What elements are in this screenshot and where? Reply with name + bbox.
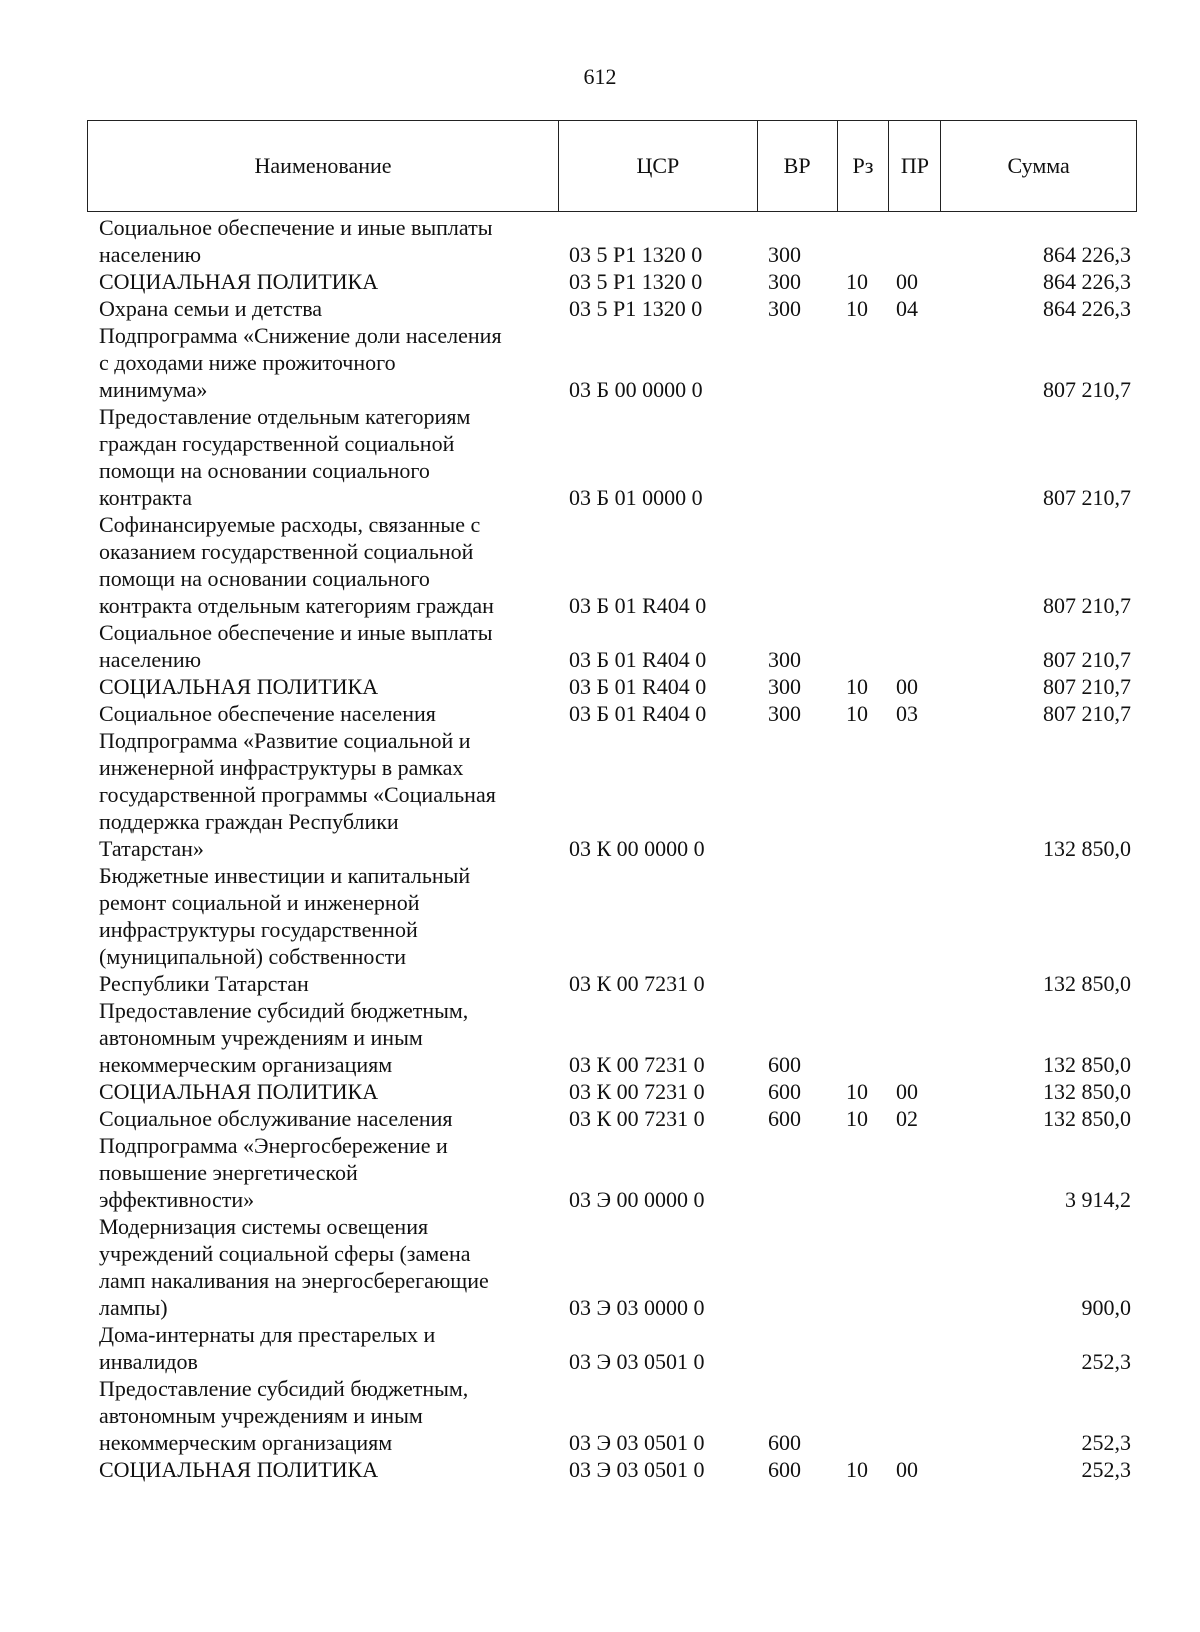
row-vr: 600 <box>768 1457 801 1482</box>
row-name-line: СОЦИАЛЬНАЯ ПОЛИТИКА <box>99 1079 379 1104</box>
table-row <box>87 673 1137 700</box>
row-csr: 03 5 P1 1320 0 <box>569 296 703 321</box>
row-csr: 03 Б 01 R404 0 <box>569 674 707 699</box>
row-name-line: Предоставление субсидий бюджетным, <box>99 998 469 1023</box>
row-sum: 132 850,0 <box>1043 1052 1131 1077</box>
row-name-line: СОЦИАЛЬНАЯ ПОЛИТИКА <box>99 1457 379 1482</box>
row-name-line: населению <box>99 242 202 267</box>
row-name-line: Подпрограмма «Развитие социальной и <box>99 728 471 753</box>
row-name-line: Предоставление субсидий бюджетным, <box>99 1376 469 1401</box>
row-name-line: Бюджетные инвестиции и капитальный <box>99 863 471 888</box>
row-name-line: Дома-интернаты для престарелых и <box>99 1322 436 1347</box>
table-row <box>87 1321 1137 1375</box>
row-pr: 00 <box>896 1079 918 1104</box>
row-vr: 300 <box>768 674 801 699</box>
row-sum: 807 210,7 <box>1043 701 1131 726</box>
table-row <box>87 511 1137 619</box>
row-name <box>87 862 551 997</box>
row-name <box>87 1213 551 1321</box>
row-name <box>87 619 551 673</box>
row-csr: 03 5 P1 1320 0 <box>569 269 703 294</box>
table-row <box>87 1213 1137 1321</box>
row-name <box>87 214 551 268</box>
row-csr: 03 К 00 7231 0 <box>569 1079 705 1104</box>
row-vr: 300 <box>768 296 801 321</box>
row-rz: 10 <box>846 1457 868 1482</box>
row-name-line: эффективности» <box>99 1187 255 1212</box>
row-pr: 00 <box>896 269 918 294</box>
row-csr: 03 Э 03 0501 0 <box>569 1349 705 1374</box>
table-body <box>87 214 1137 1483</box>
row-vr: 300 <box>768 269 801 294</box>
table-row <box>87 295 1137 322</box>
row-name-line: некоммерческим организациям <box>99 1430 393 1455</box>
row-vr: 600 <box>768 1106 801 1131</box>
header-vr: ВР <box>758 121 838 211</box>
row-vr: 300 <box>768 242 801 267</box>
row-csr: 03 Б 01 R404 0 <box>569 647 707 672</box>
row-sum: 864 226,3 <box>1043 296 1131 321</box>
row-csr: 03 К 00 0000 0 <box>569 836 705 861</box>
row-sum: 807 210,7 <box>1043 647 1131 672</box>
header-name: Наименование <box>88 121 559 211</box>
row-vr: 300 <box>768 701 801 726</box>
row-name-line: инвалидов <box>99 1349 198 1374</box>
row-name <box>87 1321 551 1375</box>
row-name <box>87 511 551 619</box>
row-name <box>87 1078 551 1105</box>
row-name-line: лампы) <box>99 1295 168 1320</box>
table-row <box>87 1105 1137 1132</box>
table-row <box>87 322 1137 403</box>
row-sum: 3 914,2 <box>1065 1187 1131 1212</box>
row-csr: 03 Б 01 R404 0 <box>569 593 707 618</box>
row-pr: 04 <box>896 296 918 321</box>
row-name <box>87 1456 551 1483</box>
row-rz: 10 <box>846 1106 868 1131</box>
row-pr: 00 <box>896 1457 918 1482</box>
row-sum: 252,3 <box>1081 1430 1131 1455</box>
row-name-line: Социальное обеспечение населения <box>99 701 436 726</box>
row-name-line: Социальное обеспечение и иные выплаты <box>99 620 493 645</box>
row-name-line: Социальное обслуживание населения <box>99 1106 453 1131</box>
row-sum: 132 850,0 <box>1043 1106 1131 1131</box>
table-row <box>87 727 1137 862</box>
row-name <box>87 1132 551 1213</box>
row-name-line: Модернизация системы освещения <box>99 1214 429 1239</box>
row-name-line: учреждений социальной сферы (замена <box>99 1241 471 1266</box>
row-name-line: помощи на основании социального <box>99 566 430 591</box>
page-number: 612 <box>583 64 617 89</box>
row-pr: 00 <box>896 674 918 699</box>
table-row <box>87 214 1137 268</box>
row-name <box>87 295 551 322</box>
row-csr: 03 Б 00 0000 0 <box>569 377 703 402</box>
row-name-line: Татарстан» <box>99 836 204 861</box>
row-rz: 10 <box>846 296 868 321</box>
row-name-line: с доходами ниже прожиточного <box>99 350 396 375</box>
row-name <box>87 1105 551 1132</box>
row-name-line: минимума» <box>99 377 208 402</box>
row-vr: 300 <box>768 647 801 672</box>
row-vr: 600 <box>768 1430 801 1455</box>
row-sum: 252,3 <box>1081 1349 1131 1374</box>
row-name-line: инженерной инфраструктуры в рамках <box>99 755 464 780</box>
row-rz: 10 <box>846 701 868 726</box>
row-name-line: повышение энергетической <box>99 1160 358 1185</box>
row-name-line: Подпрограмма «Энергосбережение и <box>99 1133 448 1158</box>
row-name-line: Предоставление отдельным категориям <box>99 404 471 429</box>
row-rz: 10 <box>846 674 868 699</box>
table-row <box>87 268 1137 295</box>
row-name-line: ремонт социальной и инженерной <box>99 890 420 915</box>
row-name-line: (муниципальной) собственности <box>99 944 407 969</box>
header-sum: Сумма <box>1007 153 1070 178</box>
row-csr: 03 5 P1 1320 0 <box>569 242 703 267</box>
row-name-line: инфраструктуры государственной <box>99 917 418 942</box>
row-pr: 02 <box>896 1106 918 1131</box>
row-name-line: автономным учреждениям и иным <box>99 1025 423 1050</box>
row-name-line: контракта отдельным категориям граждан <box>99 593 494 618</box>
row-sum: 807 210,7 <box>1043 485 1131 510</box>
row-csr: 03 Э 03 0501 0 <box>569 1457 705 1482</box>
table-row <box>87 1132 1137 1213</box>
table-row <box>87 1456 1137 1483</box>
row-name-line: СОЦИАЛЬНАЯ ПОЛИТИКА <box>99 269 379 294</box>
row-sum: 252,3 <box>1081 1457 1131 1482</box>
row-sum: 132 850,0 <box>1043 836 1131 861</box>
row-name <box>87 1375 551 1456</box>
row-name-line: контракта <box>99 485 193 510</box>
row-name <box>87 403 551 511</box>
row-csr: 03 Э 03 0501 0 <box>569 1430 705 1455</box>
row-sum: 807 210,7 <box>1043 377 1131 402</box>
row-name-line: Охрана семьи и детства <box>99 296 323 321</box>
row-sum: 864 226,3 <box>1043 269 1131 294</box>
row-name-line: поддержка граждан Республики <box>99 809 399 834</box>
row-name-line: Социальное обеспечение и иные выплаты <box>99 215 493 240</box>
table-row <box>87 700 1137 727</box>
row-csr: 03 К 00 7231 0 <box>569 1052 705 1077</box>
row-name-line: государственной программы «Социальная <box>99 782 496 807</box>
row-sum: 900,0 <box>1081 1295 1131 1320</box>
table-row <box>87 403 1137 511</box>
row-name-line: оказанием государственной социальной <box>99 539 474 564</box>
row-name-line: Софинансируемые расходы, связанные с <box>99 512 481 537</box>
row-csr: 03 Б 01 0000 0 <box>569 485 703 510</box>
row-pr: 03 <box>896 701 918 726</box>
row-rz: 10 <box>846 1079 868 1104</box>
row-sum: 807 210,7 <box>1043 674 1131 699</box>
header-rz: Рз <box>838 121 890 211</box>
row-sum: 132 850,0 <box>1043 1079 1131 1104</box>
row-csr: 03 Э 03 0000 0 <box>569 1295 705 1320</box>
row-csr: 03 К 00 7231 0 <box>569 1106 705 1131</box>
header-pr: ПР <box>889 121 941 211</box>
row-name-line: населению <box>99 647 202 672</box>
row-name <box>87 997 551 1078</box>
row-vr: 600 <box>768 1079 801 1104</box>
row-sum: 132 850,0 <box>1043 971 1131 996</box>
table-row <box>87 1078 1137 1105</box>
row-name <box>87 322 551 403</box>
row-sum: 807 210,7 <box>1043 593 1131 618</box>
table-row <box>87 1375 1137 1456</box>
row-name <box>87 673 551 700</box>
row-name-line: ламп накаливания на энергосберегающие <box>99 1268 489 1293</box>
row-name <box>87 700 551 727</box>
row-name <box>87 727 551 862</box>
header-csr: ЦСР <box>559 121 758 211</box>
row-name-line: СОЦИАЛЬНАЯ ПОЛИТИКА <box>99 674 379 699</box>
row-csr: 03 Э 00 0000 0 <box>569 1187 705 1212</box>
row-name-line: Подпрограмма «Снижение доли населения <box>99 323 502 348</box>
row-vr: 600 <box>768 1052 801 1077</box>
row-name-line: Республики Татарстан <box>99 971 309 996</box>
table-row <box>87 619 1137 673</box>
row-name-line: некоммерческим организациям <box>99 1052 393 1077</box>
row-sum: 864 226,3 <box>1043 242 1131 267</box>
row-csr: 03 Б 01 R404 0 <box>569 701 707 726</box>
row-name-line: помощи на основании социального <box>99 458 430 483</box>
row-name-line: граждан государственной социальной <box>99 431 455 456</box>
row-name-line: автономным учреждениям и иным <box>99 1403 423 1428</box>
row-rz: 10 <box>846 269 868 294</box>
table-header <box>87 120 1137 212</box>
table-row <box>87 862 1137 997</box>
table-row <box>87 997 1137 1078</box>
row-csr: 03 К 00 7231 0 <box>569 971 705 996</box>
row-name <box>87 268 551 295</box>
